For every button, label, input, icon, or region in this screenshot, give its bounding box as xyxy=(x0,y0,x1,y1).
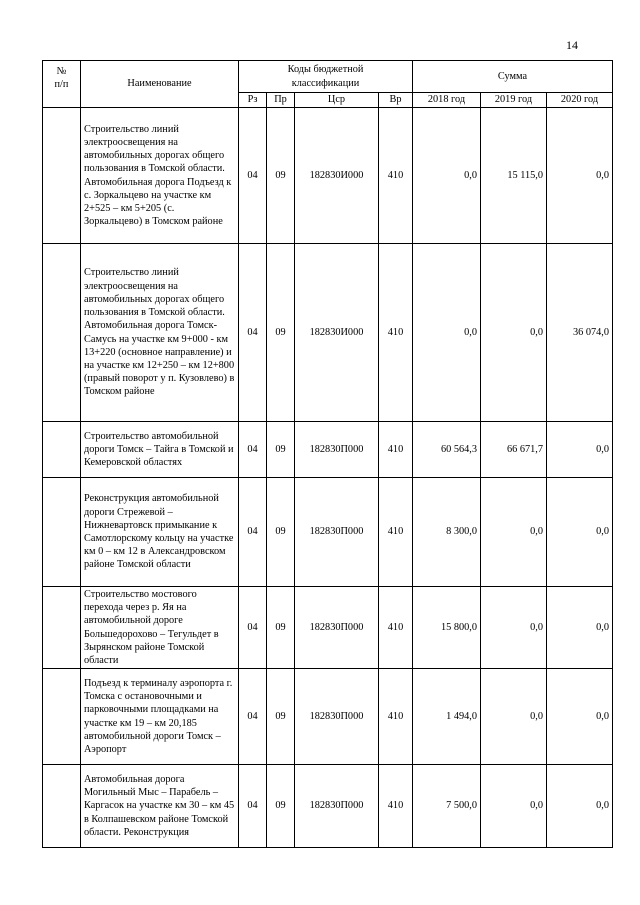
header-vr: Вр xyxy=(379,93,413,108)
row-2020: 0,0 xyxy=(547,108,613,244)
row-csr: 182830П000 xyxy=(295,422,379,478)
row-2019: 0,0 xyxy=(481,244,547,422)
row-pr: 09 xyxy=(267,669,295,765)
row-csr: 182830П000 xyxy=(295,478,379,587)
row-name: Строительство линий электроосвещения на автомобильных дорогах общего пользования в Томской области. Автомобильная дорога Подъезд к с. Зоркальцево на участке км 2+525 – км 5+205 (с. Зоркальцево) в Томском районе xyxy=(81,108,239,244)
row-vr: 410 xyxy=(379,422,413,478)
row-2020: 0,0 xyxy=(547,765,613,848)
table-row xyxy=(43,765,613,848)
row-pr: 09 xyxy=(267,422,295,478)
row-rz: 04 xyxy=(239,587,267,669)
row-rz: 04 xyxy=(239,108,267,244)
row-2018: 15 800,0 xyxy=(413,587,481,669)
row-vr: 410 xyxy=(379,765,413,848)
row-csr: 182830И000 xyxy=(295,244,379,422)
row-2019: 66 671,7 xyxy=(481,422,547,478)
row-csr: 182830П000 xyxy=(295,765,379,848)
row-2019: 0,0 xyxy=(481,478,547,587)
row-pr: 09 xyxy=(267,587,295,669)
row-index xyxy=(43,108,81,244)
row-name: Автомобильная дорога Могильный Мыс – Парабель – Каргасок на участке км 30 – км 45 в Колпашевском районе Томской области. Реконструкция xyxy=(81,765,239,848)
header-2020: 2020 год xyxy=(547,93,613,108)
row-rz: 04 xyxy=(239,244,267,422)
row-csr: 182830П000 xyxy=(295,669,379,765)
row-rz: 04 xyxy=(239,765,267,848)
table-row xyxy=(43,244,613,422)
row-pr: 09 xyxy=(267,108,295,244)
row-name: Реконструкция автомобильной дороги Стрежевой – Нижневартовск примыкание к Самотлорскому кольцу на участке км 0 – км 12 в Александровском районе Томской области xyxy=(81,478,239,587)
table-row xyxy=(43,669,613,765)
row-2018: 60 564,3 xyxy=(413,422,481,478)
header-name: Наименование xyxy=(81,61,239,108)
row-2020: 0,0 xyxy=(547,669,613,765)
row-2020: 0,0 xyxy=(547,422,613,478)
row-pr: 09 xyxy=(267,478,295,587)
row-2019: 15 115,0 xyxy=(481,108,547,244)
budget-table xyxy=(42,60,613,848)
row-2018: 1 494,0 xyxy=(413,669,481,765)
row-csr: 182830И000 xyxy=(295,108,379,244)
row-index xyxy=(43,244,81,422)
header-pr: Пр xyxy=(267,93,295,108)
table-row xyxy=(43,108,613,244)
row-name: Подъезд к терминалу аэропорта г. Томска с остановочными и парковочными площадками на участке км 19 – км 20,185 автомобильной дороги Томск – Аэропорт xyxy=(81,669,239,765)
row-vr: 410 xyxy=(379,587,413,669)
row-name: Строительство мостового перехода через р. Яя на автомобильной дороге Большедорохово – Тегульдет в Зырянском районе Томской области xyxy=(81,587,239,669)
row-rz: 04 xyxy=(239,478,267,587)
table-row xyxy=(43,422,613,478)
row-index xyxy=(43,587,81,669)
row-vr: 410 xyxy=(379,244,413,422)
row-name: Строительство автомобильной дороги Томск – Тайга в Томской и Кемеровской областях xyxy=(81,422,239,478)
row-index xyxy=(43,669,81,765)
row-pr: 09 xyxy=(267,765,295,848)
row-2018: 0,0 xyxy=(413,108,481,244)
row-2019: 0,0 xyxy=(481,587,547,669)
header-index: № п/п xyxy=(43,61,81,108)
row-vr: 410 xyxy=(379,669,413,765)
row-pr: 09 xyxy=(267,244,295,422)
row-2020: 0,0 xyxy=(547,478,613,587)
row-rz: 04 xyxy=(239,422,267,478)
row-index xyxy=(43,422,81,478)
header-sum-group: Сумма xyxy=(413,61,613,93)
row-2020: 36 074,0 xyxy=(547,244,613,422)
row-vr: 410 xyxy=(379,108,413,244)
row-2019: 0,0 xyxy=(481,669,547,765)
row-2020: 0,0 xyxy=(547,587,613,669)
header-2019: 2019 год xyxy=(481,93,547,108)
header-csr: Цср xyxy=(295,93,379,108)
header-codes-group: Коды бюджетной классификации xyxy=(239,61,413,93)
table-row xyxy=(43,478,613,587)
table-header xyxy=(43,61,613,108)
row-2018: 8 300,0 xyxy=(413,478,481,587)
row-csr: 182830П000 xyxy=(295,587,379,669)
table-row xyxy=(43,587,613,669)
header-2018: 2018 год xyxy=(413,93,481,108)
row-index xyxy=(43,765,81,848)
row-name: Строительство линий электроосвещения на автомобильных дорогах общего пользования в Томской области. Автомобильная дорога Томск-Самусь на участке км 9+000 - км 13+220 (основное направление) и на участке км 12+250 – км 12+800 (правый поворот у п. Кузовлево) в Томском районе xyxy=(81,244,239,422)
row-vr: 410 xyxy=(379,478,413,587)
page-number: 14 xyxy=(566,38,578,52)
row-2018: 0,0 xyxy=(413,244,481,422)
row-2019: 0,0 xyxy=(481,765,547,848)
row-2018: 7 500,0 xyxy=(413,765,481,848)
header-rz: Рз xyxy=(239,93,267,108)
row-rz: 04 xyxy=(239,669,267,765)
row-index xyxy=(43,478,81,587)
